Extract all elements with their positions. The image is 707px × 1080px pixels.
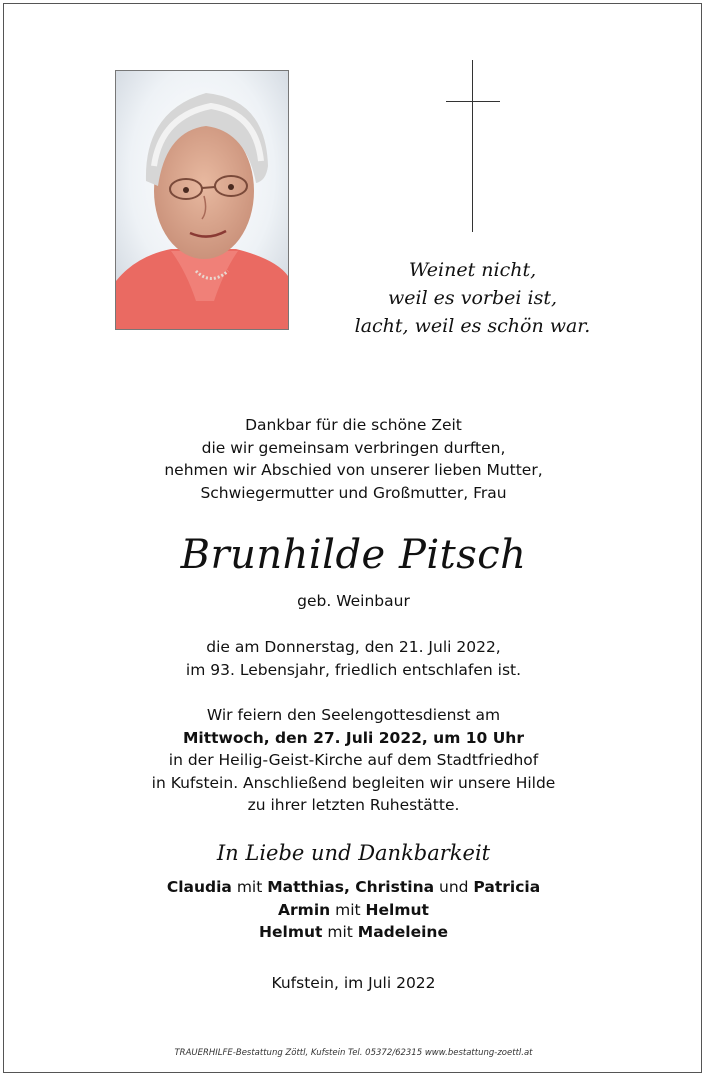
family-separator: mit — [322, 923, 358, 941]
deceased-name: Brunhilde Pitsch — [180, 532, 527, 578]
quote-line: Weinet nicht, — [408, 259, 537, 281]
intro-text — [60, 414, 647, 504]
footer-funeral-home: TRAUERHILFE-Bestattung Zöttl, Kufstein Tel. 05372/62315 www.bestattung-zoettl.at — [174, 1048, 533, 1058]
family-name: Helmut — [259, 923, 323, 941]
place-date-text: Kufstein, im Juli 2022 — [271, 974, 436, 992]
intro-line: Dankbar für die schöne Zeit — [245, 416, 462, 434]
cross-horizontal-bar — [446, 101, 500, 102]
family-name: Madeleine — [357, 923, 448, 941]
intro-line: Schwiegermutter und Großmutter, Frau — [200, 483, 507, 502]
family-name: Matthias, Christina — [267, 878, 435, 896]
cross-vertical-bar — [472, 60, 473, 232]
birth-name-text: geb. Weinbaur — [297, 592, 410, 610]
quote-line: weil es vorbei ist, — [387, 287, 557, 309]
place-date — [60, 972, 647, 995]
family-separator: mit — [330, 900, 366, 919]
service-line: zu ihrer letzten Ruhestätte. — [247, 796, 460, 814]
death-line: die am Donnerstag, den 21. Juli 2022, — [206, 638, 501, 656]
service-line: Wir feiern den Seelengottesdienst am — [206, 706, 501, 724]
family-name: Armin — [278, 900, 331, 919]
family-row — [60, 876, 647, 899]
service-line: in der Heilig-Geist-Kirche auf dem Stadtfriedhof — [168, 751, 539, 769]
service-date: Mittwoch, den 27. Juli 2022, um 10 Uhr — [183, 728, 524, 747]
family-row — [60, 899, 647, 922]
quote — [345, 256, 600, 340]
death-line: im 93. Lebensjahr, friedlich entschlafen ist. — [185, 660, 522, 679]
intro-line: nehmen wir Abschied von unserer lieben Mutter, — [164, 461, 543, 479]
intro-line: die wir gemeinsam verbringen durften, — [201, 438, 506, 457]
service-text — [60, 704, 647, 817]
quote-line: lacht, weil es schön war. — [354, 315, 591, 337]
family-name: Patricia — [473, 878, 541, 896]
family-list — [60, 876, 647, 944]
birth-name — [60, 590, 647, 613]
family-separator: mit — [231, 878, 268, 896]
service-line: in Kufstein. Anschließend begleiten wir unsere Hilde — [151, 773, 556, 792]
family-row — [60, 921, 647, 944]
family-separator: und — [434, 878, 474, 896]
closing-phrase: In Liebe und Dankbarkeit — [216, 841, 491, 865]
family-name: Claudia — [166, 878, 232, 896]
family-name: Helmut — [365, 900, 429, 919]
death-text — [60, 636, 647, 681]
portrait-photo — [115, 70, 289, 330]
